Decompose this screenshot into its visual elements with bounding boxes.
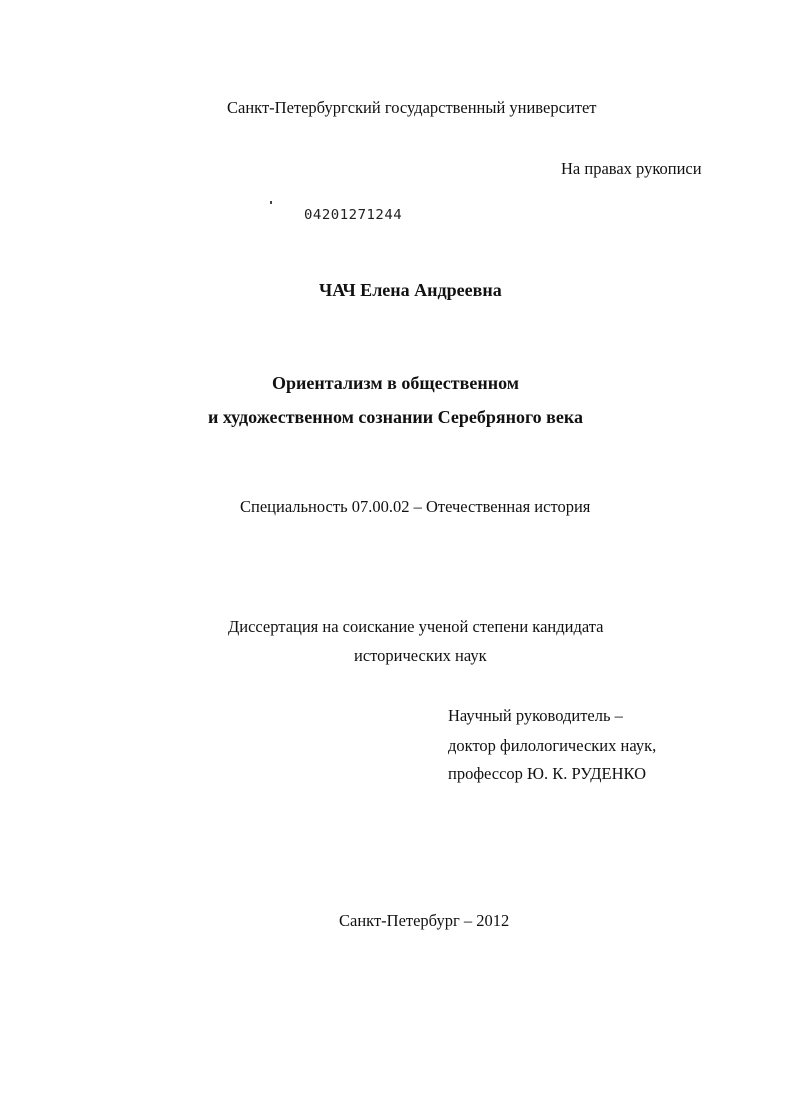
registry-number-stamp: 04201271244 [304,207,403,223]
manuscript-rights-note: На правах рукописи [561,159,702,178]
supervisor-degree: доктор филологических наук, [448,736,657,755]
degree-line2: исторических наук [354,646,487,665]
dissertation-title-line1: Ориентализм в общественном [272,373,519,393]
specialty-line: Специальность 07.00.02 – Отечественная история [240,497,591,516]
author-name: ЧАЧ Елена Андреевна [319,280,502,300]
supervisor-label: Научный руководитель – [448,706,623,725]
degree-line1: Диссертация на соискание ученой степени кандидата [228,617,604,636]
university-name: Санкт-Петербургский государственный университет [227,98,597,117]
place-and-year: Санкт-Петербург – 2012 [339,911,510,930]
dissertation-title-line2: и художественном сознании Серебряного века [207,407,583,427]
scan-speck [270,201,272,204]
supervisor-name: профессор Ю. К. РУДЕНКО [448,764,647,783]
